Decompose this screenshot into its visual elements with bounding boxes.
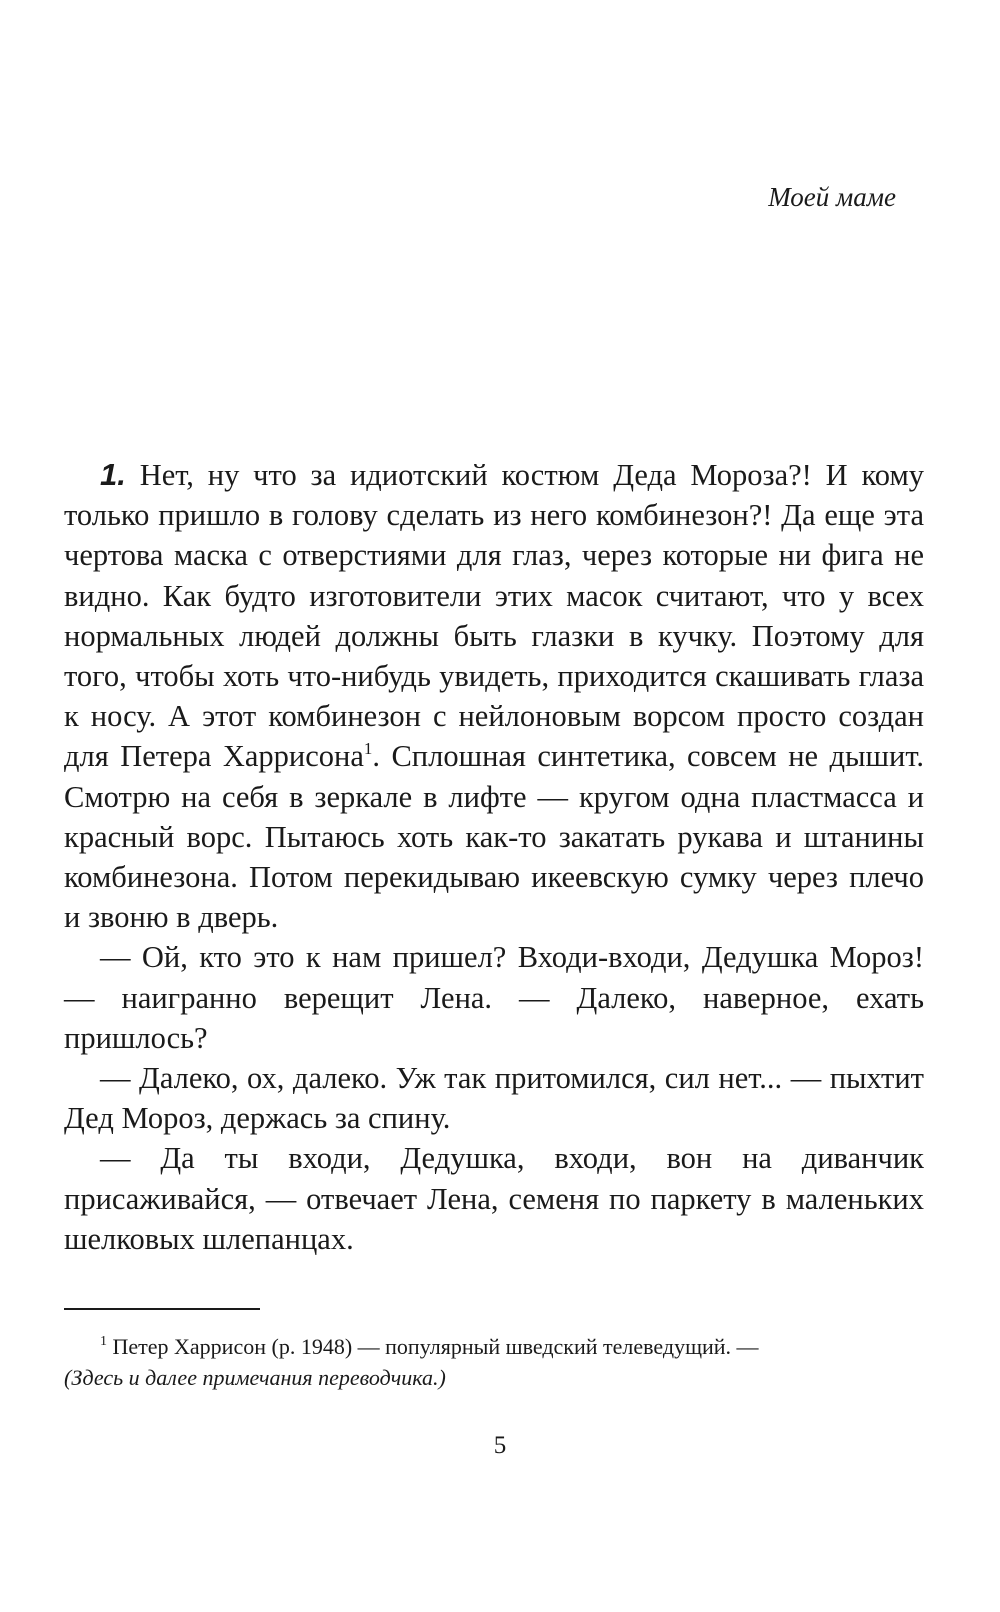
paragraph-1 [64,455,924,937]
footnote-text: Петер Харрисон (р. 1948) — популярный шведский телеведущий. — [112,1334,759,1359]
footnote-line-1 [64,1331,924,1362]
footnote [64,1331,924,1393]
footnote-reference: 1 [363,739,373,759]
page-number: 5 [493,1432,507,1459]
paragraph-1-text-a: Нет, ну что за идиотский костюм Деда Мороза?! И кому только пришло в голову сделать из него комбинезон?! Да еще эта чертова маска с отверстиями для глаз, через которые ни фига не видно. Как будто изготовители этих масок считают, что у всех нормальных людей должны быть глазки в кучку. Поэтому для того, чтобы хоть что-нибудь увидеть, приходится скашивать глаза к носу. А этот комбинезон с нейлоновым ворсом просто создан для Петера Харрисона [64,458,924,774]
chapter-number: 1. [100,457,126,492]
dedication: Моей маме [768,182,896,212]
paragraph-3: — Далеко, ох, далеко. Уж так притомился, сил нет... — пыхтит Дед Мороз, держась за спину. [64,1061,924,1136]
paragraph-2: — Ой, кто это к нам пришел? Входи-входи, Дедушка Мороз! — наигранно верещит Лена. — Далеко, наверное, ехать пришлось? [64,940,924,1055]
footnote-note: (Здесь и далее примечания переводчика.) [64,1365,446,1390]
paragraph-1-text-b: . Сплошная синтетика, совсем не дышит. Смотрю на себя в зеркале в лифте — кругом одна пластмасса и красный ворс. Пытаюсь хоть как-то закатать рукава и штанины комбинезона. Потом перекидываю икеевскую сумку через плечо и звоню в дверь. [64,739,924,935]
chapter-text [64,455,924,1259]
footnote-marker: 1 [100,1334,107,1349]
paragraph-4: — Да ты входи, Дедушка, входи, вон на диванчик присаживайся, — отвечает Лена, семеня по паркету в маленьких шелковых шлепанцах. [64,1141,924,1256]
footnote-divider [64,1308,260,1310]
